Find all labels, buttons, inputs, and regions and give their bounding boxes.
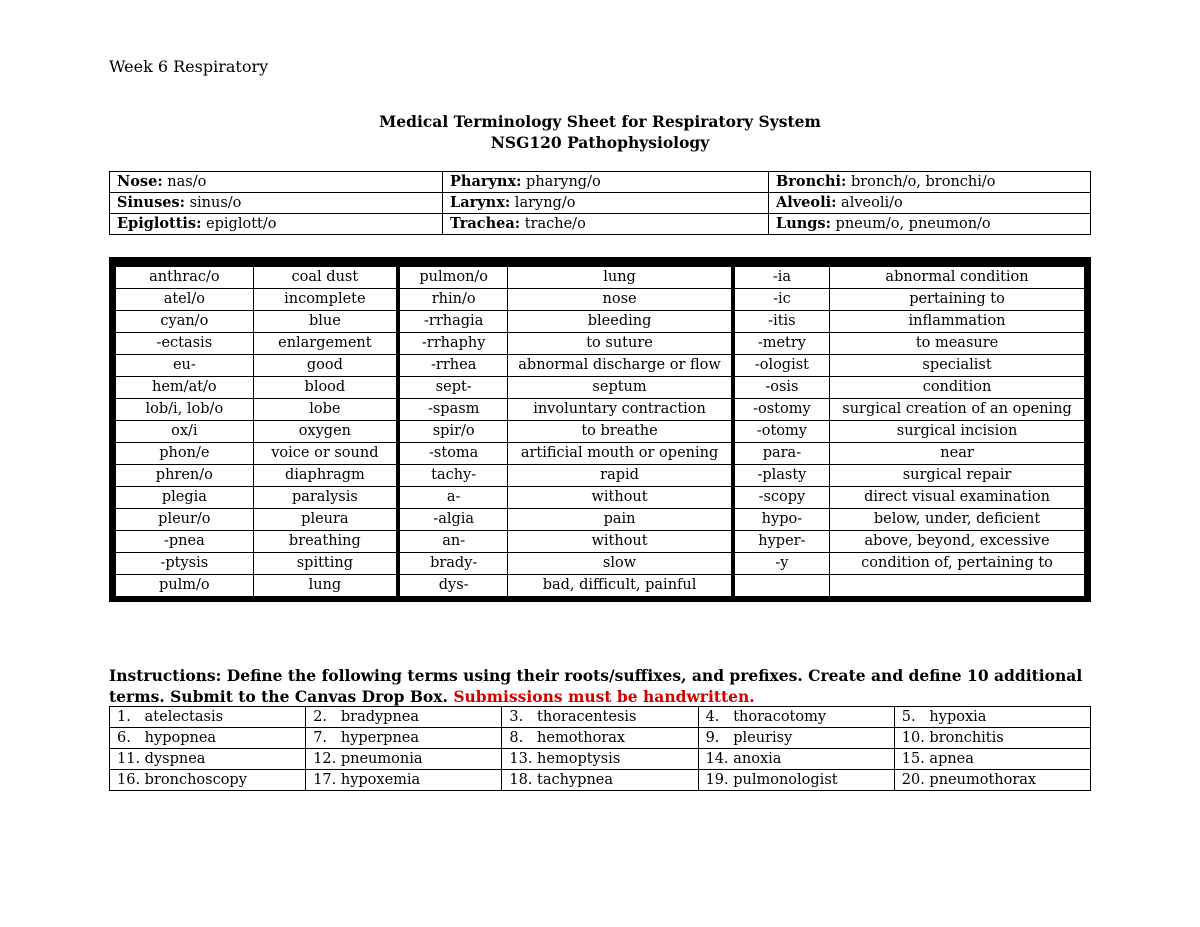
term-meaning: coal dust — [253, 267, 398, 289]
term-meaning: without — [508, 487, 733, 509]
term-root: plegia — [116, 487, 254, 509]
assignment-term: 8. hemothorax — [502, 728, 698, 749]
term-root: eu- — [116, 355, 254, 377]
organ-row — [110, 172, 1091, 193]
term-root: -ic — [733, 289, 830, 311]
term-root: -rrhea — [398, 355, 508, 377]
term-meaning: incomplete — [253, 289, 398, 311]
table-row — [116, 465, 1085, 487]
table-row — [110, 770, 1091, 791]
assignment-terms-table — [109, 706, 1091, 791]
table-row — [116, 311, 1085, 333]
term-root: phon/e — [116, 443, 254, 465]
term-meaning: below, under, deficient — [830, 509, 1085, 531]
term-root: -rrhaphy — [398, 333, 508, 355]
assignment-term: 7. hyperpnea — [306, 728, 502, 749]
title-block — [0, 111, 1200, 153]
organ-label: Trachea: — [450, 215, 521, 232]
term-root: tachy- — [398, 465, 508, 487]
organ-cell — [110, 214, 443, 235]
term-root: pulm/o — [116, 575, 254, 597]
organ-root: alveoli/o — [836, 195, 903, 211]
table-row — [116, 443, 1085, 465]
term-meaning: direct visual examination — [830, 487, 1085, 509]
assignment-term: 20. pneumothorax — [894, 770, 1090, 791]
term-meaning: voice or sound — [253, 443, 398, 465]
page-subtitle: NSG120 Pathophysiology — [490, 133, 710, 152]
term-root: -itis — [733, 311, 830, 333]
assignment-term: 5. hypoxia — [894, 707, 1090, 728]
term-meaning: surgical creation of an opening — [830, 399, 1085, 421]
term-meaning: pertaining to — [830, 289, 1085, 311]
assignment-term: 6. hypopnea — [110, 728, 306, 749]
term-meaning: breathing — [253, 531, 398, 553]
header-label: Week 6 Respiratory — [109, 57, 269, 76]
organ-label: Pharynx: — [450, 173, 522, 190]
term-meaning: bad, difficult, painful — [508, 575, 733, 597]
instructions — [109, 665, 1099, 707]
assignment-term: 17. hypoxemia — [306, 770, 502, 791]
assignment-term: 15. apnea — [894, 749, 1090, 770]
term-root: brady- — [398, 553, 508, 575]
term-root: -y — [733, 553, 830, 575]
term-meaning: rapid — [508, 465, 733, 487]
term-root: -stoma — [398, 443, 508, 465]
assignment-term: 2. bradypnea — [306, 707, 502, 728]
term-root: -ectasis — [116, 333, 254, 355]
organ-cell — [769, 193, 1091, 214]
organ-label: Lungs: — [776, 215, 831, 232]
term-meaning: lung — [253, 575, 398, 597]
term-root: -plasty — [733, 465, 830, 487]
term-root: dys- — [398, 575, 508, 597]
term-root: anthrac/o — [116, 267, 254, 289]
organ-cell — [443, 193, 769, 214]
organ-root: sinus/o — [184, 195, 242, 211]
term-meaning: lung — [508, 267, 733, 289]
term-meaning: above, beyond, excessive — [830, 531, 1085, 553]
organ-cell — [110, 172, 443, 193]
term-meaning: blood — [253, 377, 398, 399]
organ-roots-table — [109, 171, 1091, 235]
term-root: -algia — [398, 509, 508, 531]
term-root: -ptysis — [116, 553, 254, 575]
term-meaning: involuntary contraction — [508, 399, 733, 421]
term-meaning: pleura — [253, 509, 398, 531]
table-row — [116, 421, 1085, 443]
term-root: -scopy — [733, 487, 830, 509]
organ-root: trache/o — [520, 216, 586, 232]
organ-root: laryng/o — [510, 195, 576, 211]
assignment-term: 9. pleurisy — [698, 728, 894, 749]
term-root: -ostomy — [733, 399, 830, 421]
organ-label: Epiglottis: — [117, 215, 202, 232]
assignment-term: 4. thoracotomy — [698, 707, 894, 728]
term-meaning: abnormal condition — [830, 267, 1085, 289]
term-meaning: paralysis — [253, 487, 398, 509]
terms-table — [115, 266, 1085, 597]
term-root: cyan/o — [116, 311, 254, 333]
assignment-term: 16. bronchoscopy — [110, 770, 306, 791]
term-meaning: oxygen — [253, 421, 398, 443]
organ-root: bronch/o, bronchi/o — [846, 174, 996, 190]
term-root: -rrhagia — [398, 311, 508, 333]
term-meaning: specialist — [830, 355, 1085, 377]
organ-cell — [443, 172, 769, 193]
organ-root: pharyng/o — [521, 174, 601, 190]
term-root: -spasm — [398, 399, 508, 421]
assignment-term: 19. pulmonologist — [698, 770, 894, 791]
table-row — [116, 355, 1085, 377]
term-root: a- — [398, 487, 508, 509]
term-meaning: surgical repair — [830, 465, 1085, 487]
table-row — [116, 377, 1085, 399]
term-meaning: slow — [508, 553, 733, 575]
assignment-term: 18. tachypnea — [502, 770, 698, 791]
organ-label: Nose: — [117, 173, 163, 190]
term-root: -ologist — [733, 355, 830, 377]
table-row — [110, 749, 1091, 770]
organ-label: Alveoli: — [776, 194, 837, 211]
page-title: Medical Terminology Sheet for Respiratory System — [379, 112, 821, 131]
term-meaning: near — [830, 443, 1085, 465]
term-root: an- — [398, 531, 508, 553]
term-root: -otomy — [733, 421, 830, 443]
term-root: lob/i, lob/o — [116, 399, 254, 421]
assignment-term: 12. pneumonia — [306, 749, 502, 770]
term-meaning: diaphragm — [253, 465, 398, 487]
instructions-text: Instructions: Define the following terms using their roots/suffixes, and prefixes. Create and define 10 additional terms. Submit to the Canvas Drop Box. — [109, 666, 1083, 706]
table-row — [116, 289, 1085, 311]
assignment-term: 1. atelectasis — [110, 707, 306, 728]
organ-row — [110, 214, 1091, 235]
organ-label: Bronchi: — [776, 173, 847, 190]
organ-label: Larynx: — [450, 194, 511, 211]
term-meaning: bleeding — [508, 311, 733, 333]
table-row — [116, 553, 1085, 575]
table-row — [116, 399, 1085, 421]
term-root: atel/o — [116, 289, 254, 311]
assignment-term: 11. dyspnea — [110, 749, 306, 770]
term-root: hem/at/o — [116, 377, 254, 399]
organ-root: epiglott/o — [201, 216, 277, 232]
term-root: -metry — [733, 333, 830, 355]
instructions-emphasis: Submissions must be handwritten. — [453, 687, 755, 706]
term-meaning — [830, 575, 1085, 597]
term-meaning: to breathe — [508, 421, 733, 443]
assignment-term: 14. anoxia — [698, 749, 894, 770]
term-meaning: surgical incision — [830, 421, 1085, 443]
term-meaning: good — [253, 355, 398, 377]
term-meaning: spitting — [253, 553, 398, 575]
term-root: hyper- — [733, 531, 830, 553]
term-meaning: abnormal discharge or flow — [508, 355, 733, 377]
assignment-term: 13. hemoptysis — [502, 749, 698, 770]
term-root: -ia — [733, 267, 830, 289]
term-root: -pnea — [116, 531, 254, 553]
term-root — [733, 575, 830, 597]
table-row — [116, 531, 1085, 553]
organ-root: pneum/o, pneumon/o — [830, 216, 991, 232]
organ-row — [110, 193, 1091, 214]
term-meaning: to measure — [830, 333, 1085, 355]
term-meaning: to suture — [508, 333, 733, 355]
term-root: ox/i — [116, 421, 254, 443]
term-meaning: blue — [253, 311, 398, 333]
organ-cell — [769, 214, 1091, 235]
term-meaning: septum — [508, 377, 733, 399]
table-row — [116, 487, 1085, 509]
term-meaning: condition — [830, 377, 1085, 399]
term-meaning: condition of, pertaining to — [830, 553, 1085, 575]
term-root: spir/o — [398, 421, 508, 443]
term-meaning: lobe — [253, 399, 398, 421]
term-root: rhin/o — [398, 289, 508, 311]
term-root: pleur/o — [116, 509, 254, 531]
term-meaning: artificial mouth or opening — [508, 443, 733, 465]
organ-label: Sinuses: — [117, 194, 185, 211]
term-root: hypo- — [733, 509, 830, 531]
term-root: -osis — [733, 377, 830, 399]
assignment-term: 3. thoracentesis — [502, 707, 698, 728]
table-row — [110, 728, 1091, 749]
organ-root: nas/o — [162, 174, 207, 190]
organ-cell — [443, 214, 769, 235]
term-meaning: enlargement — [253, 333, 398, 355]
term-root: phren/o — [116, 465, 254, 487]
term-meaning: pain — [508, 509, 733, 531]
table-row — [110, 707, 1091, 728]
term-root: pulmon/o — [398, 267, 508, 289]
assignment-term: 10. bronchitis — [894, 728, 1090, 749]
term-meaning: without — [508, 531, 733, 553]
table-row — [116, 575, 1085, 597]
term-root: sept- — [398, 377, 508, 399]
organ-cell — [769, 172, 1091, 193]
table-row — [116, 333, 1085, 355]
table-row — [116, 509, 1085, 531]
term-table-frame — [109, 257, 1091, 602]
organ-cell — [110, 193, 443, 214]
term-meaning: nose — [508, 289, 733, 311]
term-meaning: inflammation — [830, 311, 1085, 333]
term-root: para- — [733, 443, 830, 465]
table-row — [116, 267, 1085, 289]
